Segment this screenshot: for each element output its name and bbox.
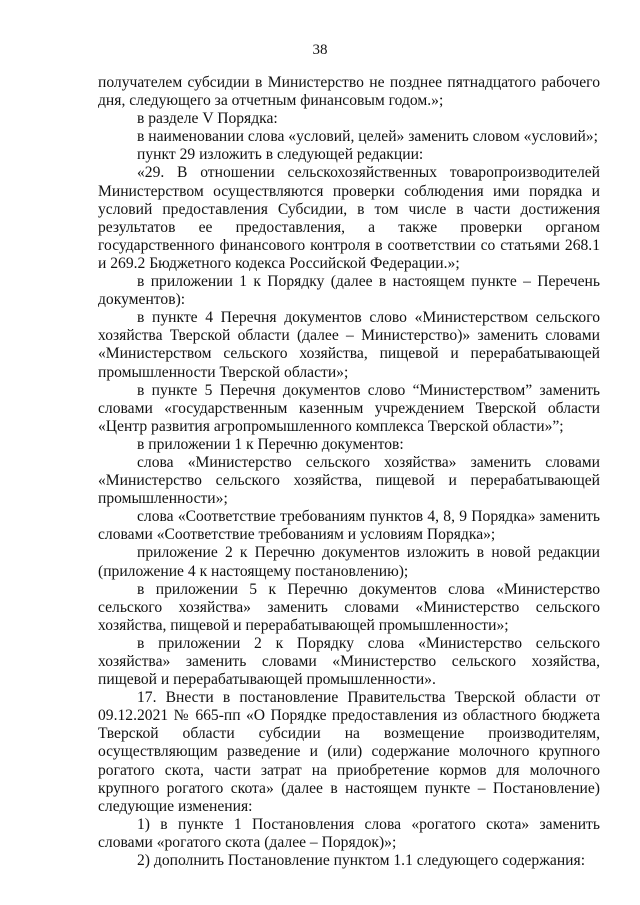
paragraph: в приложении 1 к Порядку (далее в настоящем пункте – Перечень документов):: [98, 273, 600, 309]
paragraph: в пункте 4 Перечня документов слово «Министерством сельского хозяйства Тверской области (далее – Министерство)» заменить словами «Министерством сельского хозяйства, пищевой и перерабатывающей промышленности Тверской области»;: [98, 309, 600, 381]
paragraph: в пункте 5 Перечня документов слово “Министерством” заменить словами «государственным казенным учреждением Тверской области «Центр развития агропромышленного комплекса Тверской области»”;: [98, 381, 600, 435]
paragraph: пункт 29 изложить в следующей редакции:: [137, 146, 424, 164]
paragraph: в разделе V Порядка:: [137, 110, 278, 128]
paragraph: «29. В отношении сельскохозяйственных товаропроизводителей Министерством осуществляются проверки соблюдения ими порядка и условий предоставления Субсидии, в том числе в части достижения результатов ее предоставления, а также проверки органом государственного финансового контроля в соответствии со статьями 268.1 и 269.2 Бюджетного кодекса Российской Федерации.»;: [98, 164, 600, 272]
paragraph: слова «Министерство сельского хозяйства» заменить словами «Министерство сельского хозяйства, пищевой и перерабатывающей промышленности»;: [98, 453, 600, 508]
paragraph: в приложении 5 к Перечню документов слова «Министерство сельского хозяйства» заменить словами «Министерство сельского хозяйства, пищевой и перерабатывающей промышленности»;: [98, 580, 600, 634]
paragraph: слова «Соответствие требованиям пунктов 4, 8, 9 Порядка» заменить словами «Соответствие требованиям и условиям Порядка»;: [98, 508, 600, 544]
paragraph: в наименовании слова «условий, целей» заменить словом «условий»;: [137, 128, 598, 146]
page-number: 38: [312, 42, 328, 58]
paragraph: в приложении 2 к Порядку слова «Министерство сельского хозяйства» заменить словами «Министерство сельского хозяйства, пищевой и перерабатывающей промышленности».: [98, 634, 600, 689]
paragraph: получателем субсидии в Министерство не позднее пятнадцатого рабочего дня, следующего за отчетным финансовым годом.»;: [98, 74, 600, 110]
paragraph: 1) в пункте 1 Постановления слова «рогатого скота» заменить словами «рогатого скота (далее – Порядок)»;: [98, 815, 600, 851]
paragraph: 2) дополнить Постановление пунктом 1.1 следующего содержания:: [137, 852, 586, 870]
paragraph: 17. Внести в постановление Правительства Тверской области от 09.12.2021 № 665-пп «О Порядке предоставления из областного бюджета Тверской области субсидии на возмещение производителям, осуществляющим разведение и (или) содержание молочного крупного рогатого скота, части затрат на приобретение кормов для молочного крупного рогатого скота» (далее в настоящем пункте – Постановление) следующие изменения:: [98, 689, 600, 815]
paragraph: в приложении 1 к Перечню документов:: [137, 435, 404, 453]
paragraph: приложение 2 к Перечню документов изложить в новой редакции (приложение 4 к настоящему постановлению);: [98, 544, 600, 580]
document-body: [98, 74, 600, 870]
